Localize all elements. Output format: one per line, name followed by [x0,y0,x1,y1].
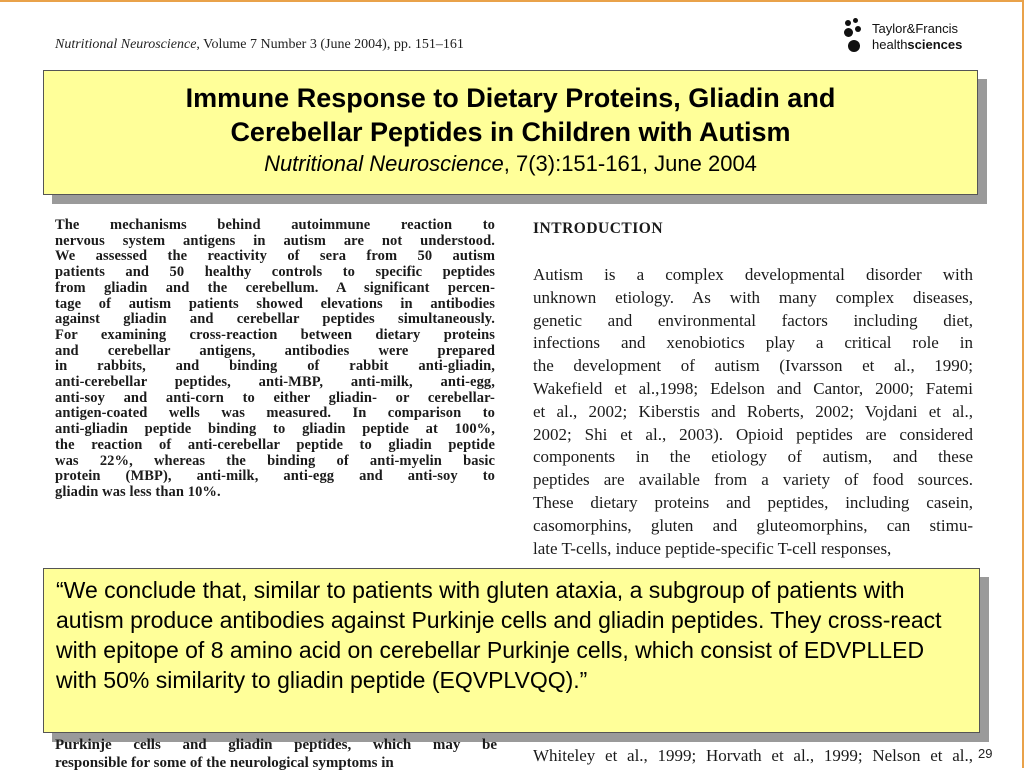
introduction-text [533,264,973,560]
text-line: et al., 2002; Kiberstis and Roberts, 2002; Vojdani et al., [533,401,973,421]
text-line: casomorphins, gluten and gluteomorphins, can stimu- [533,515,973,535]
publisher-logo-line2a: health [872,37,908,52]
text-line: Whiteley et al., 1999; Horvath et al., 1999; Nelson et al., [533,746,973,765]
text-line: Purkinje cells and gliadin peptides, which may be [55,737,497,753]
text-line: the reaction of anti-cerebellar peptide to gliadin peptide [55,437,495,453]
introduction-heading: INTRODUCTION [533,220,664,237]
text-line: infections and xenobiotics play a critical role in [533,333,973,353]
article-title-line1: Immune Response to Dietary Proteins, Gliadin and [185,83,836,113]
text-line: These dietary proteins and peptides, including casein, [533,492,973,512]
text-line: peptides are available from a variety of food sources. [533,470,973,490]
text-line: Wakefield et al.,1998; Edelson and Cantor, 2000; Fatemi [533,378,973,398]
conclusion-quote: “We conclude that, similar to patients with gluten ataxia, a subgroup of patients with autism produce antibodies against Purkinje cells and gliadin peptides. They cross-react with epitope of 8 amino acid on cerebellar Purkinje cells, which consist of EDVPLLED with 50% similarity to gliadin peptide (EQVPLVQQ).” [56,577,942,693]
citation-journal: Nutritional Neuroscience [264,151,504,176]
text-line: components in the etiology of autism, and these [533,447,973,467]
text-line: and cerebellar antigens, antibodies were prepared [55,343,495,359]
text-line: from gliadin and the cerebellum. A significant percen- [55,280,495,296]
citation-details: , 7(3):151-161, June 2004 [503,151,757,176]
abstract-text [55,218,495,501]
title-callout [43,70,978,195]
text-line: late T-cells, induce peptide-specific T-cell responses, [533,538,892,558]
article-title-line2: Cerebellar Peptides in Children with Autism [230,117,791,147]
text-line: was 22%, whereas the binding of anti-myelin basic [55,453,495,469]
text-line: The mechanisms behind autoimmune reaction to [55,218,495,233]
text-line: anti-cerebellar peptides, anti-MBP, anti-milk, anti-egg, [55,375,495,391]
text-line: responsible for some of the neurological symptoms in [55,755,394,771]
text-line: tage of autism patients showed elevations in antibodies [55,296,495,312]
text-line: unknown etiology. As with many complex diseases, [533,287,973,307]
text-line: against gliadin and cerebellar peptides simultaneously. [55,312,495,328]
text-line: anti-soy and anti-corn to either gliadin- or cerebellar- [55,390,495,406]
text-line: the development of autism (Ivarsson et al., 1990; [533,356,973,376]
text-line: 2002; Shi et al., 2003). Opioid peptides are considered [533,424,973,444]
quote-callout [43,568,980,733]
text-line: anti-gliadin peptide binding to gliadin peptide at 100%, [55,422,495,438]
text-line: protein (MBP), anti-milk, anti-egg and anti-soy to [55,469,495,485]
text-line: Autism is a complex developmental disorder with [533,265,973,284]
text-line: patients and 50 healthy controls to specific peptides [55,265,495,281]
publisher-logo-icon [842,18,868,56]
publisher-logo-line1: Taylor&Francis [872,21,958,36]
text-line: in rabbits, and binding of rabbit anti-gliadin, [55,359,495,375]
journal-details: , Volume 7 Number 3 (June 2004), pp. 151–161 [196,37,464,52]
introduction-continuation [533,745,973,767]
slide-number: 29 [978,746,993,761]
text-line: genetic and environmental factors including diet, [533,310,973,330]
publisher-logo-line2b: sciences [907,37,963,52]
text-line: nervous system antigens in autism are not understood. [55,233,495,249]
article-citation [44,149,977,179]
text-line: gliadin was less than 10%. [55,484,221,500]
journal-header [55,37,464,53]
slide-top-border [0,0,1024,2]
text-line: For examining cross-reaction between dietary proteins [55,327,495,343]
abstract-continuation [55,736,497,772]
journal-name: Nutritional Neuroscience [55,37,197,52]
publisher-logo [842,17,982,57]
text-line: We assessed the reactivity of sera from 50 autism [55,249,495,265]
text-line: antigen-coated wells was measured. In comparison to [55,406,495,422]
